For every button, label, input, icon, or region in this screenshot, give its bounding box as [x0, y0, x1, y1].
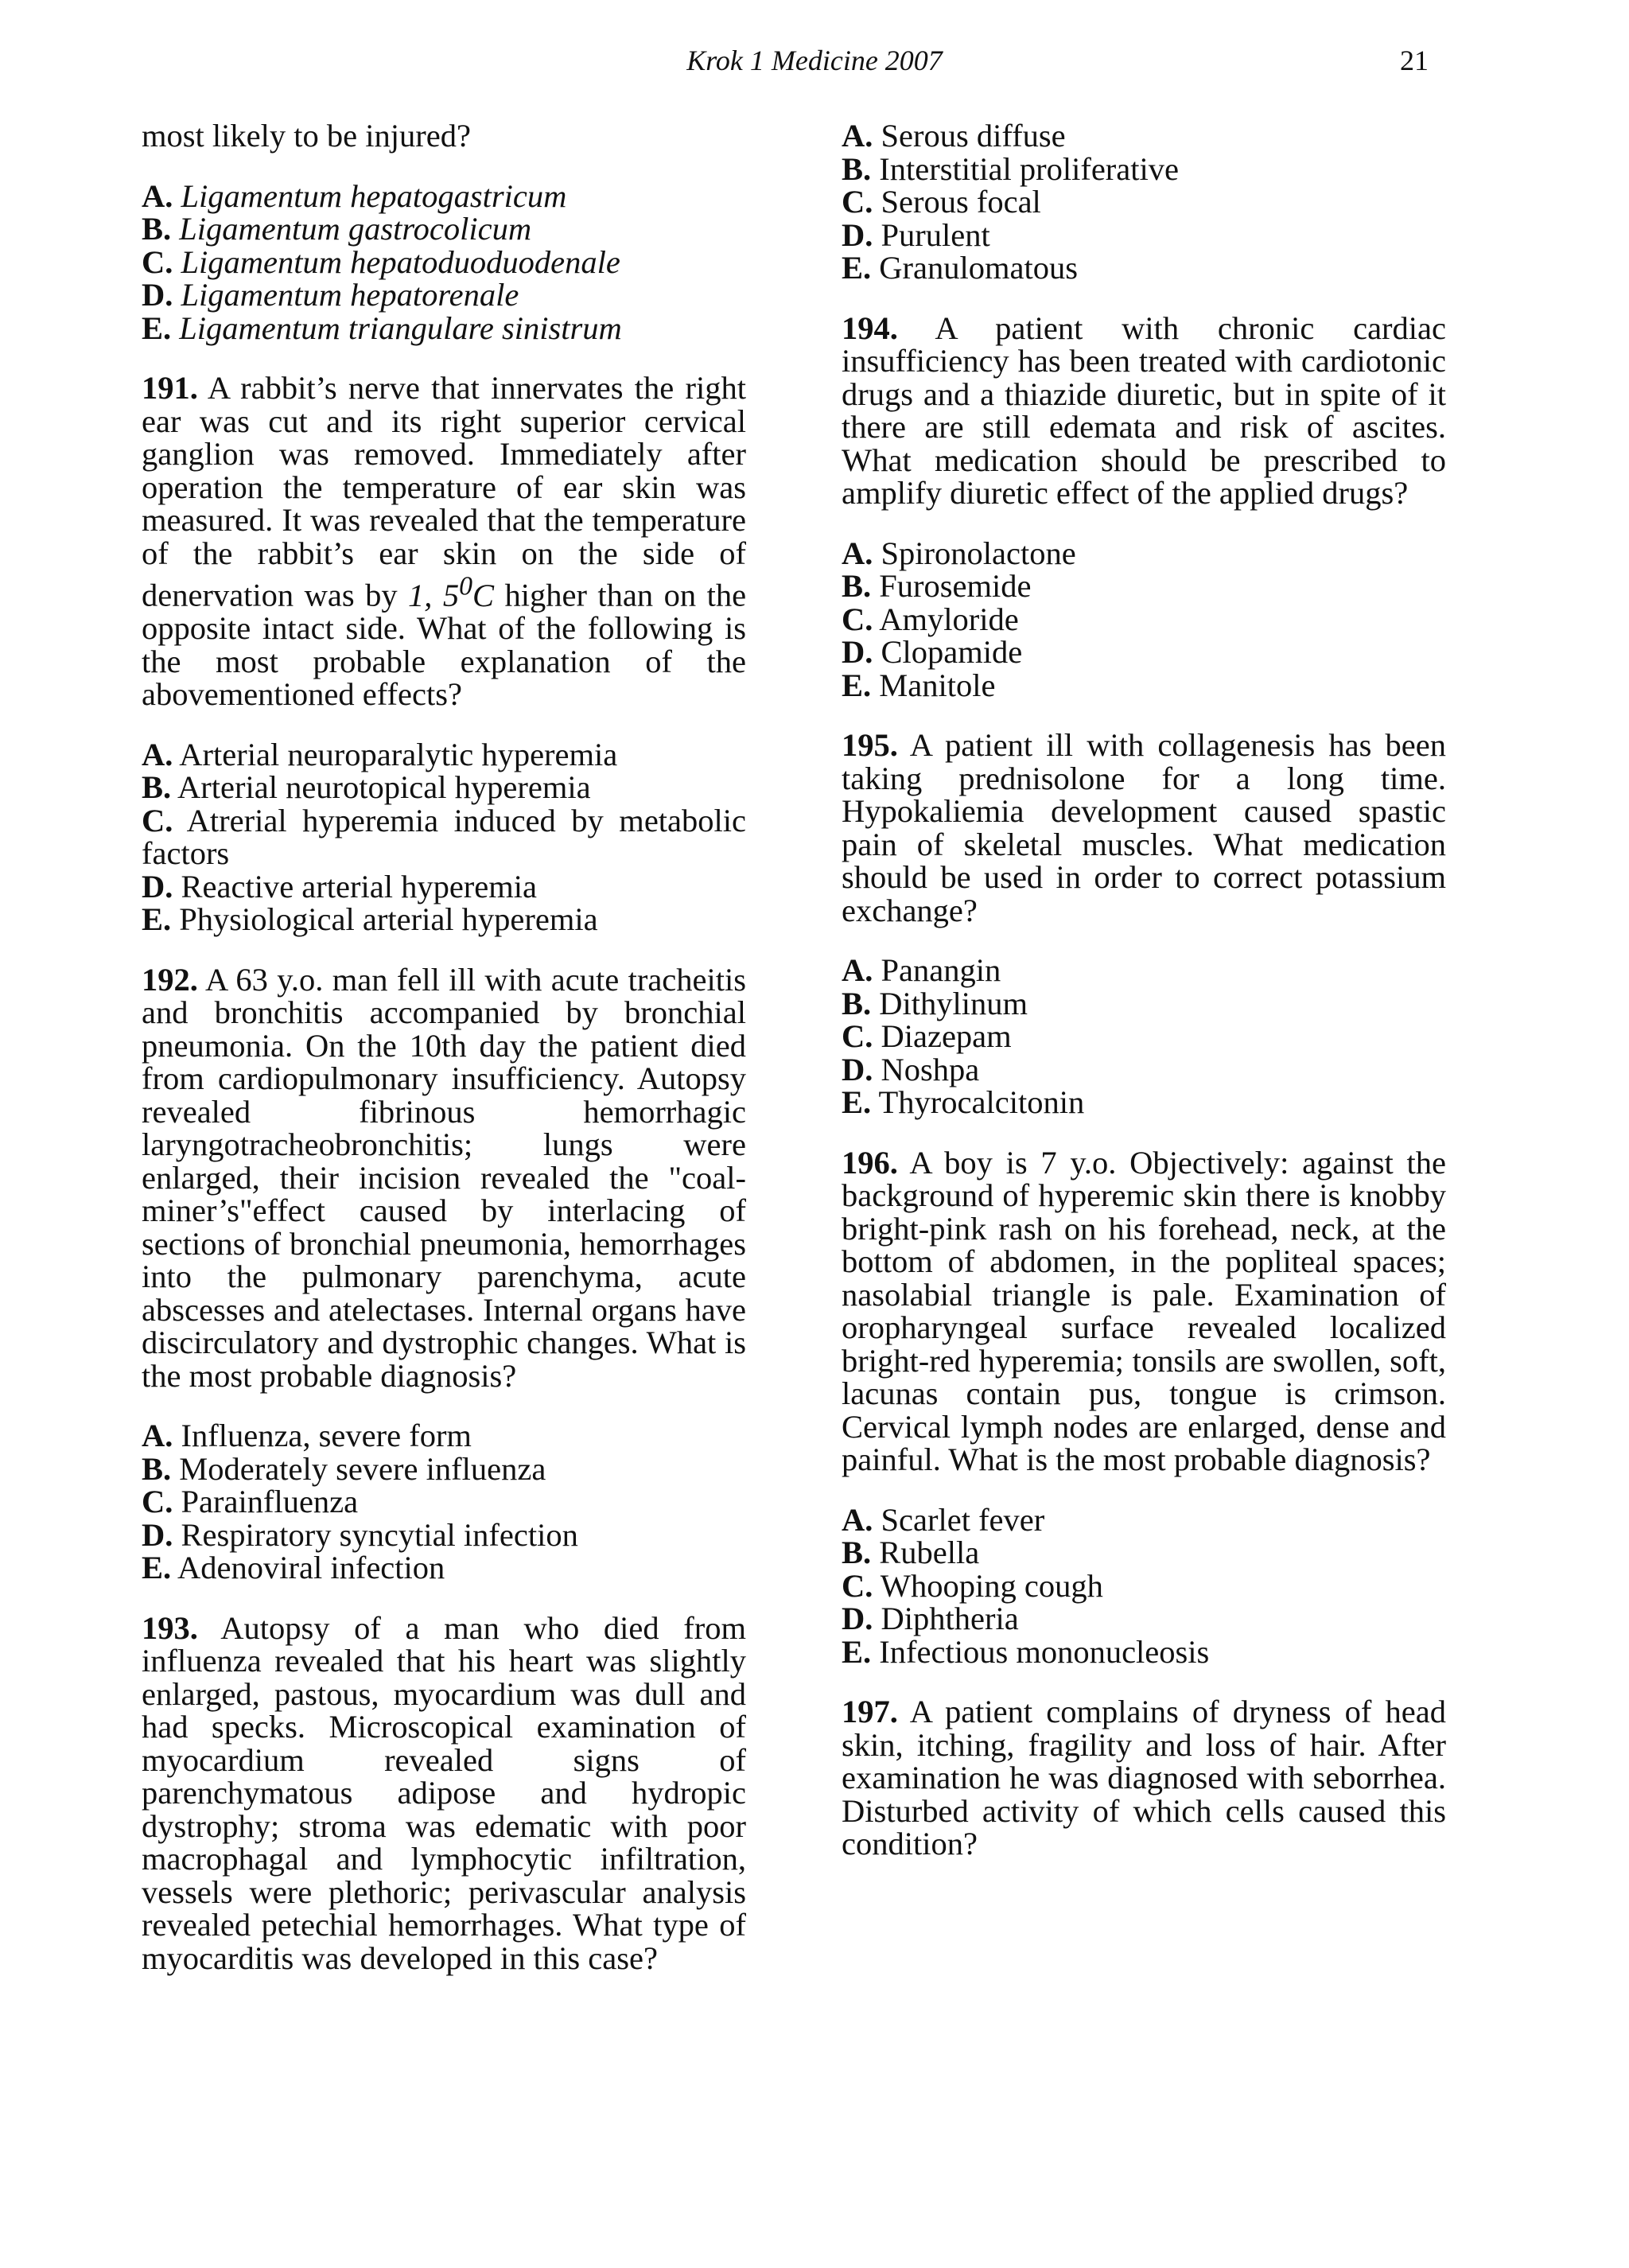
option-a: A. Arterial neuroparalytic hyperemia — [142, 736, 618, 772]
options-list — [142, 177, 746, 346]
option-b: B. Moderately severe influenza — [142, 1450, 546, 1487]
option-d: D. Diphtheria — [842, 1601, 1019, 1636]
option-e: E. Ligamentum triangulare sinistrum — [142, 309, 622, 346]
option-d: D. Respiratory syncytial infection — [142, 1516, 578, 1553]
options-list — [842, 954, 1446, 1119]
option-c: C. Whooping cough — [842, 1567, 1103, 1604]
question-stem: 196. A boy is 7 y.o. Objectively: against the background of hyperemic skin there is knobby bright-pink rash on his forehead, neck, at the bottom of abdomen, in the popliteal spaces; nasolabial triangle is pale. Examination of oropharyngeal surface revealed localized bright-red hyperemia; tonsils are swollen, soft, lacunas contain pus, tongue is crimson. Cervical lymph nodes are enlarged, dense and painful. What is the most probable diagnosis? — [842, 1144, 1447, 1477]
option-a: A. Panangin — [842, 952, 1001, 988]
option-b: B. Dithylinum — [842, 985, 1028, 1021]
question-stem: most likely to be injured? — [142, 118, 471, 154]
option-a: A. Influenza, severe form — [142, 1418, 472, 1453]
running-header: Krok 1 Medicine 2007 — [686, 45, 943, 76]
option-c: C. Atrerial hyperemia induced by metabolic factors — [142, 802, 746, 871]
question-196 — [842, 1146, 1446, 1669]
page-number: 21 — [1400, 45, 1429, 76]
option-d: D. Clopamide — [842, 634, 1023, 670]
options-list — [142, 738, 746, 936]
option-e: E. Physiological arterial hyperemia — [142, 901, 598, 937]
option-a: A. Spironolactone — [842, 535, 1076, 571]
question-197 — [842, 1695, 1446, 1861]
options-list — [142, 1419, 746, 1585]
option-a: A. Ligamentum hepatogastricum — [142, 177, 567, 214]
option-b: B. Ligamentum gastrocolicum — [142, 211, 532, 247]
question-194 — [842, 309, 1447, 703]
option-b: B. Rubella — [842, 1535, 980, 1570]
question-stem: 191. A rabbit’s nerve that innervates the right ear was cut and its right superior cervical ganglion was removed. Immediately after operation the temperature of ear skin was measured. It was revealed that the temperature of the rabbit’s ear skin on the side of denervation was by 1, $5^0C$ higher than on the opposite intact side. What of the following is the most probable explanation of the abovementioned effects? — [142, 370, 747, 712]
question-193 — [142, 1609, 747, 1976]
option-e: E. Adenoviral infection — [142, 1550, 445, 1585]
question-number: 192. — [142, 961, 198, 998]
option-b: B. Furosemide — [842, 568, 1032, 604]
temperature-value: 1, $5^0C$ — [408, 571, 495, 613]
option-c: C. Ligamentum hepatoduoduodenale — [142, 243, 620, 280]
question-192 — [142, 963, 746, 1585]
option-e: E. Infectious mononucleosis — [842, 1633, 1210, 1670]
option-c: C. Amyloride — [842, 601, 1019, 637]
question-stem: 192. A 63 y.o. man fell ill with acute tracheitis and bronchitis accompanied by bronchial pneumonia. On the 10th day the patient died from cardiopulmonary insufficiency. Autopsy revealed fibrinous hemorrhagic laryngotracheobronchitis; lungs were enlarged, their incision revealed the "coal-miner’s"effect caused by interlacing of sections of bronchial pneumonia, hemorrhages into the pulmonary parenchyma, acute abscesses and atelectases. Internal organs have discirculatory and dystrophic changes. What is the most probable diagnosis? — [142, 961, 747, 1394]
option-e: E. Thyrocalcitonin — [842, 1084, 1085, 1120]
question-191 — [142, 372, 746, 936]
right-column — [842, 119, 1446, 1888]
question-number: 195. — [842, 727, 898, 763]
option-d: D. Purulent — [842, 216, 990, 253]
question-stem: 195. A patient ill with collagenesis has been taking prednisolone for a long time. Hypokaliemia development caused spastic pain of skeletal muscles. What medication should be used in order to correct potassium exchange? — [842, 727, 1447, 928]
option-d: D. Noshpa — [842, 1051, 980, 1087]
option-c: C. Serous focal — [842, 184, 1041, 220]
question-number: 191. — [142, 370, 198, 406]
option-a: A. Serous diffuse — [842, 118, 1066, 154]
options-list — [842, 1501, 1446, 1670]
question-number: 196. — [842, 1144, 898, 1181]
option-e: E. Granulomatous — [842, 250, 1078, 286]
option-b: B. Arterial neurotopical hyperemia — [142, 769, 591, 805]
question-stem: 193. Autopsy of a man who died from influenza revealed that his heart was slightly enlarged, pastous, myocardium was dull and had specks. Microscopical examination of myocardium revealed signs of parenchymatous adipose and hydropic dystrophy; stroma was edematic with poor macrophagal and lymphocytic infiltration, vessels were plethoric; perivascular analysis revealed petechial hemorrhages. What type of myocarditis was developed in this case? — [142, 1609, 747, 1976]
option-c: C. Diazepam — [842, 1018, 1012, 1054]
option-e: E. Manitole — [842, 667, 996, 703]
question-190-tail — [142, 119, 746, 344]
option-d: D. Ligamentum hepatorenale — [142, 277, 519, 313]
options-list — [842, 119, 1446, 285]
question-stem: 197. A patient complains of dryness of head skin, itching, fragility and loss of hair. After examination he was diagnosed with seborrhea. Disturbed activity of which cells caused this condition? — [842, 1694, 1447, 1861]
option-d: D. Reactive arterial hyperemia — [142, 868, 537, 904]
question-number: 193. — [142, 1609, 198, 1646]
option-a: A. Scarlet fever — [842, 1501, 1045, 1538]
question-number: 197. — [842, 1694, 898, 1729]
options-list — [842, 537, 1446, 702]
question-number: 194. — [842, 309, 898, 346]
question-195 — [842, 729, 1446, 1119]
option-b: B. Interstitial proliferative — [842, 150, 1179, 187]
question-193-options — [842, 119, 1446, 285]
option-c: C. Parainfluenza — [142, 1484, 359, 1519]
left-column — [142, 119, 746, 2002]
question-stem: 194. A patient with chronic cardiac insufficiency has been treated with cardiotonic drugs and a thiazide diuretic, but in spite of it there are still edemata and risk of ascites. What medication should be prescribed to amplify diuretic effect of the applied drugs? — [842, 309, 1447, 511]
